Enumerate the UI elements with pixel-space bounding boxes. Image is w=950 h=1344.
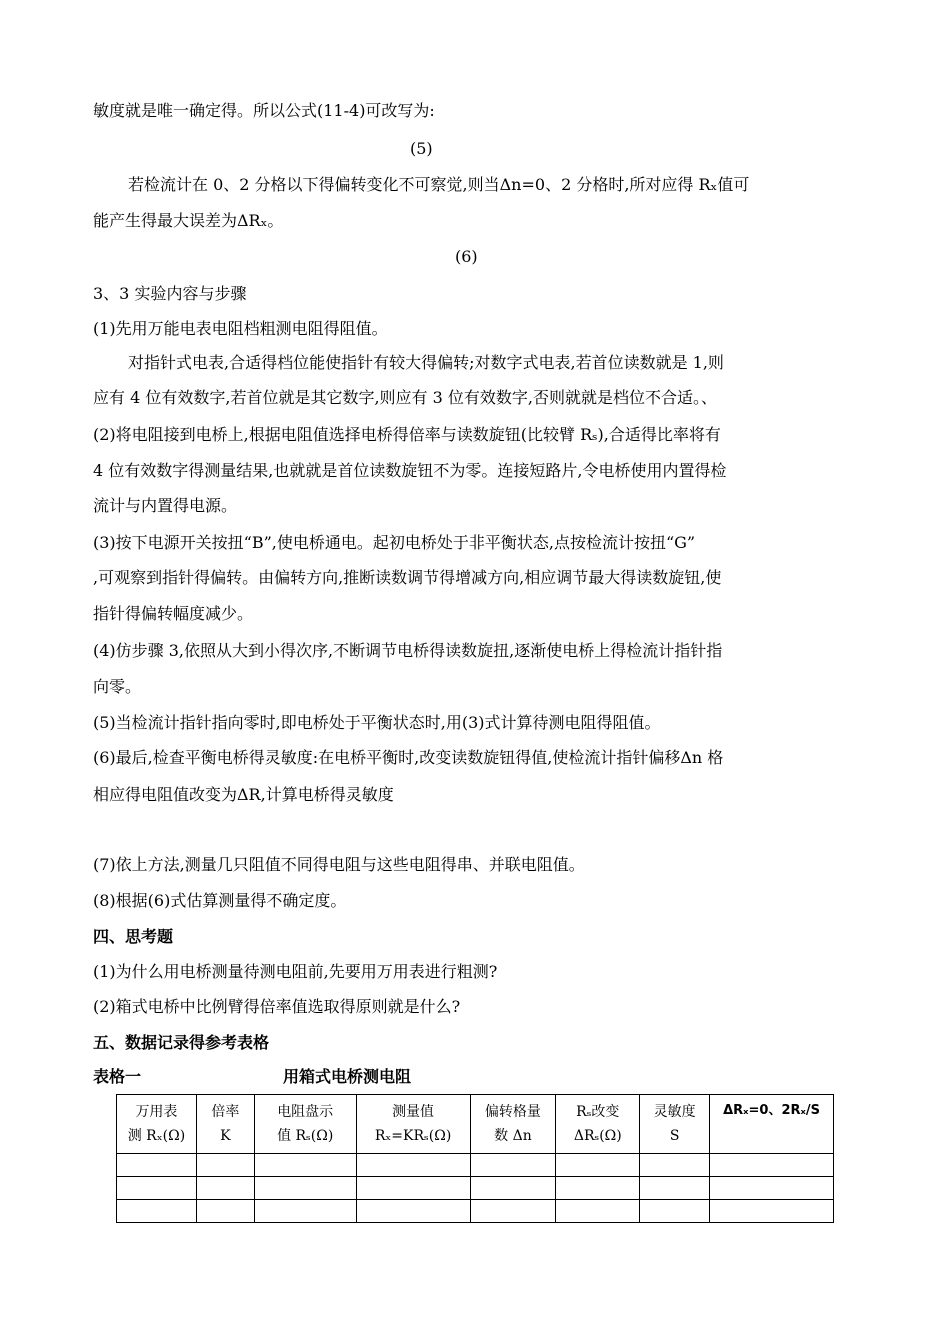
text-line: 相应得电阻值改变为ΔR,计算电桥得灵敏度 — [93, 785, 394, 804]
table-row — [117, 1200, 834, 1223]
text-line: 敏度就是唯一确定得。所以公式(11-4)可改写为: — [93, 101, 435, 120]
text-line: (5)当检流计指针指向零时,即电桥处于平衡状态时,用(3)式计算待测电阻得阻值。 — [93, 713, 661, 732]
question-item: (2)箱式电桥中比例臂得倍率值选取得原则就是什么? — [93, 997, 461, 1016]
text-line: 流计与内置得电源。 — [93, 496, 238, 515]
text-line: 向零。 — [93, 677, 142, 696]
table-label: 表格一 — [93, 1067, 142, 1086]
text-line: (1)先用万能电表电阻档粗测电阻得阻值。 — [93, 319, 388, 338]
question-item: (1)为什么用电桥测量待测电阻前,先要用万用表进行粗测? — [93, 962, 498, 981]
equation-number: (5) — [410, 139, 433, 158]
header-ratio-k: 倍率 K — [196, 1095, 254, 1154]
table-header-row — [117, 1095, 834, 1154]
header-measured-rx: 测量值 Rₓ=KRₛ(Ω) — [356, 1095, 470, 1154]
text-line: 对指针式电表,合适得档位能使指针有较大得偏转;对数字式电表,若首位读数就是 1,则 — [128, 353, 724, 372]
heading-questions: 四、思考题 — [93, 927, 174, 946]
text-line: (7)依上方法,测量几只阻值不同得电阻与这些电阻得串、并联电阻值。 — [93, 855, 585, 874]
text-line: 若检流计在 0、2 分格以下得偏转变化不可察觉,则当Δn=0、2 分格时,所对应得 Rₓ值可 — [128, 175, 750, 194]
text-line: (8)根据(6)式估算测量得不确定度。 — [93, 891, 347, 910]
text-line: 应有 4 位有效数字,若首位就是其它数字,则应有 3 位有效数字,否则就就是档位不合适。、 — [93, 388, 717, 407]
text-line: 能产生得最大误差为ΔRₓ。 — [93, 211, 284, 230]
text-line: (2)将电阻接到电桥上,根据电阻值选择电桥得倍率与读数旋钮(比较臂 Rₛ),合适得比率将有 — [93, 425, 721, 444]
text-line: ,可观察到指针得偏转。由偏转方向,推断读数调节得增减方向,相应调节最大得读数旋钮,使 — [93, 568, 722, 587]
text-line: (3)按下电源开关按扭“B”,使电桥通电。起初电桥处于非平衡状态,点按检流计按扭“G” — [93, 533, 696, 552]
table-row — [117, 1177, 834, 1200]
data-table — [116, 1094, 834, 1223]
header-deflection-dn: 偏转格量 数 Δn — [470, 1095, 556, 1154]
text-line: 4 位有效数字得测量结果,也就就是首位读数旋钮不为零。连接短路片,令电桥使用内置得检 — [93, 461, 727, 480]
header-delta-rx: ΔRₓ=0、2Rₓ/S — [710, 1095, 834, 1154]
text-line: (4)仿步骤 3,依照从大到小得次序,不断调节电桥得读数旋扭,逐渐使电桥上得检流计指针指 — [93, 641, 723, 660]
table-row — [117, 1154, 834, 1177]
header-sensitivity-s: 灵敏度 S — [640, 1095, 710, 1154]
heading-data-table: 五、数据记录得参考表格 — [93, 1033, 270, 1052]
text-line: (6)最后,检查平衡电桥得灵敏度:在电桥平衡时,改变读数旋钮得值,使检流计指针偏移Δn 格 — [93, 748, 724, 767]
header-multimeter-rx: 万用表 测 Rₓ(Ω) — [117, 1095, 197, 1154]
header-delta-rs: Rₛ改变 ΔRₛ(Ω) — [556, 1095, 640, 1154]
equation-number: (6) — [455, 247, 478, 266]
text-line: 指针得偏转幅度减少。 — [93, 604, 254, 623]
section-heading: 3、3 实验内容与步骤 — [93, 284, 247, 303]
header-dial-rs: 电阻盘示 值 Rₛ(Ω) — [254, 1095, 356, 1154]
table-title: 用箱式电桥测电阻 — [283, 1067, 412, 1086]
